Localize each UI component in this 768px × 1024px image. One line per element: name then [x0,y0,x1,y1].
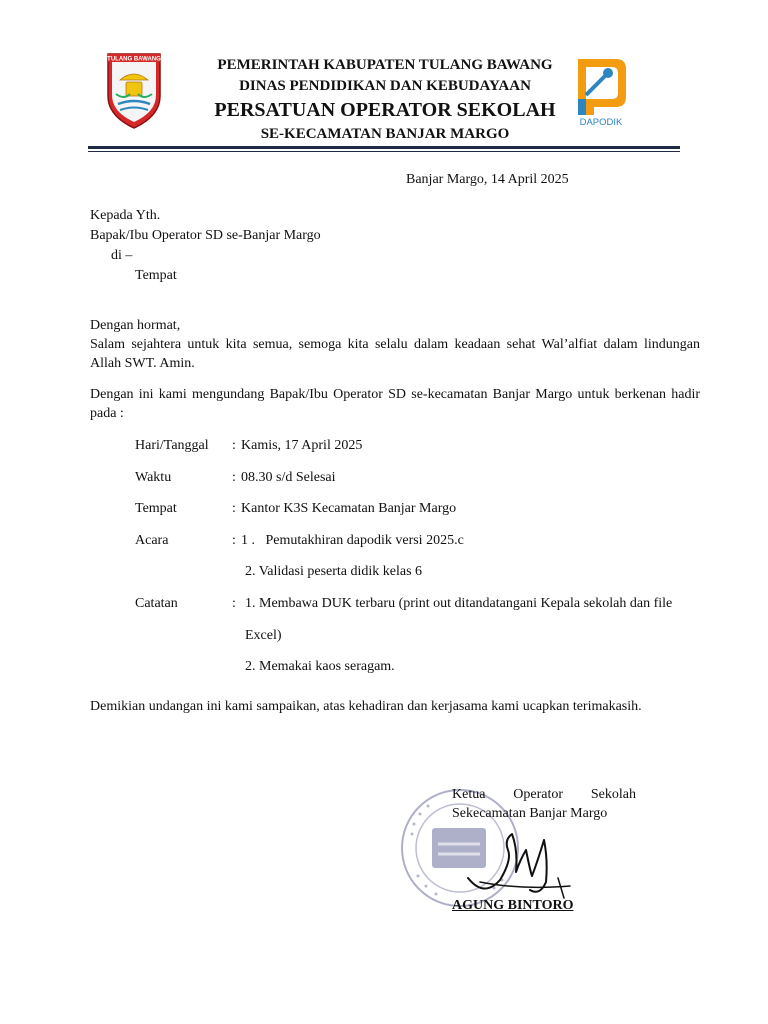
paragraph-1-line-2: Allah SWT. Amin. [90,356,195,371]
waktu-value: 08.30 s/d Selesai [241,470,336,485]
recipient-line-1: Kepada Yth. [90,208,161,223]
waktu-label: Waktu [135,470,172,485]
tempat-value: Kantor K3S Kecamatan Banjar Margo [241,501,457,516]
paragraph-1-line-1: Salam sejahtera untuk kita semua, semoga kita selalu dalam keadaan sehat Wal’alfiat dalam lindungan [90,337,700,352]
letterhead-line-1: PEMERINTAH KABUPATEN TULANG BAWANG [217,57,553,73]
catatan-label: Catatan [135,596,178,611]
dapodik-logo-text: DAPODIK [579,117,623,128]
catatan-item-1-line-1: 1. Membawa DUK terbaru (print out ditandatangani Kepala sekolah dan file [245,596,673,611]
signer-name: AGUNG BINTORO [452,898,574,913]
hari-colon: : [232,438,236,453]
acara-colon: : [232,533,236,548]
date-place: Banjar Margo, 14 April 2025 [406,172,569,187]
letterhead-rule-thick [88,146,680,149]
catatan-colon: : [232,596,236,611]
letterhead-rule-thin [88,151,680,152]
closing-sentence: Demikian undangan ini kami sampaikan, atas kehadiran dan kerjasama kami ucapkan terimakasih. [90,699,642,714]
tempat-colon: : [232,501,236,516]
signature-title-line-1: Ketua Operator Sekolah [452,787,636,802]
recipient-line-2: Bapak/Ibu Operator SD se-Banjar Margo [90,228,321,243]
hari-value: Kamis, 17 April 2025 [241,438,363,453]
signature-title-line-2: Sekecamatan Banjar Margo [452,806,608,821]
waktu-colon: : [232,470,236,485]
handwritten-signature [460,820,580,910]
acara-item-1: 1 . Pemutakhiran dapodik versi 2025.c [241,533,464,548]
catatan-item-2: 2. Memakai kaos seragam. [245,659,395,674]
dapodik-logo [572,55,630,131]
letterhead-title: PERSATUAN OPERATOR SEKOLAH [214,99,556,121]
recipient-line-3: di – [111,248,133,263]
acara-item-2: 2. Validasi peserta didik kelas 6 [245,564,423,579]
tempat-label: Tempat [135,501,177,516]
hari-label: Hari/Tanggal [135,438,209,453]
catatan-item-1-line-2: Excel) [245,628,282,643]
letterhead-line-2: DINAS PENDIDIKAN DAN KEBUDAYAAN [239,78,531,94]
acara-label: Acara [135,533,169,548]
crest-text: TULANG BAWANG [107,56,161,63]
paragraph-2-line-1: Dengan ini kami mengundang Bapak/Ibu Operator SD se-kecamatan Banjar Margo untuk berkenan hadir [90,387,700,402]
greeting: Dengan hormat, [90,318,181,333]
tulang-bawang-crest-logo [104,50,164,130]
recipient-line-4: Tempat [135,268,177,283]
letterhead-line-4: SE-KECAMATAN BANJAR MARGO [260,126,510,142]
paragraph-2-line-2: pada : [90,406,124,421]
